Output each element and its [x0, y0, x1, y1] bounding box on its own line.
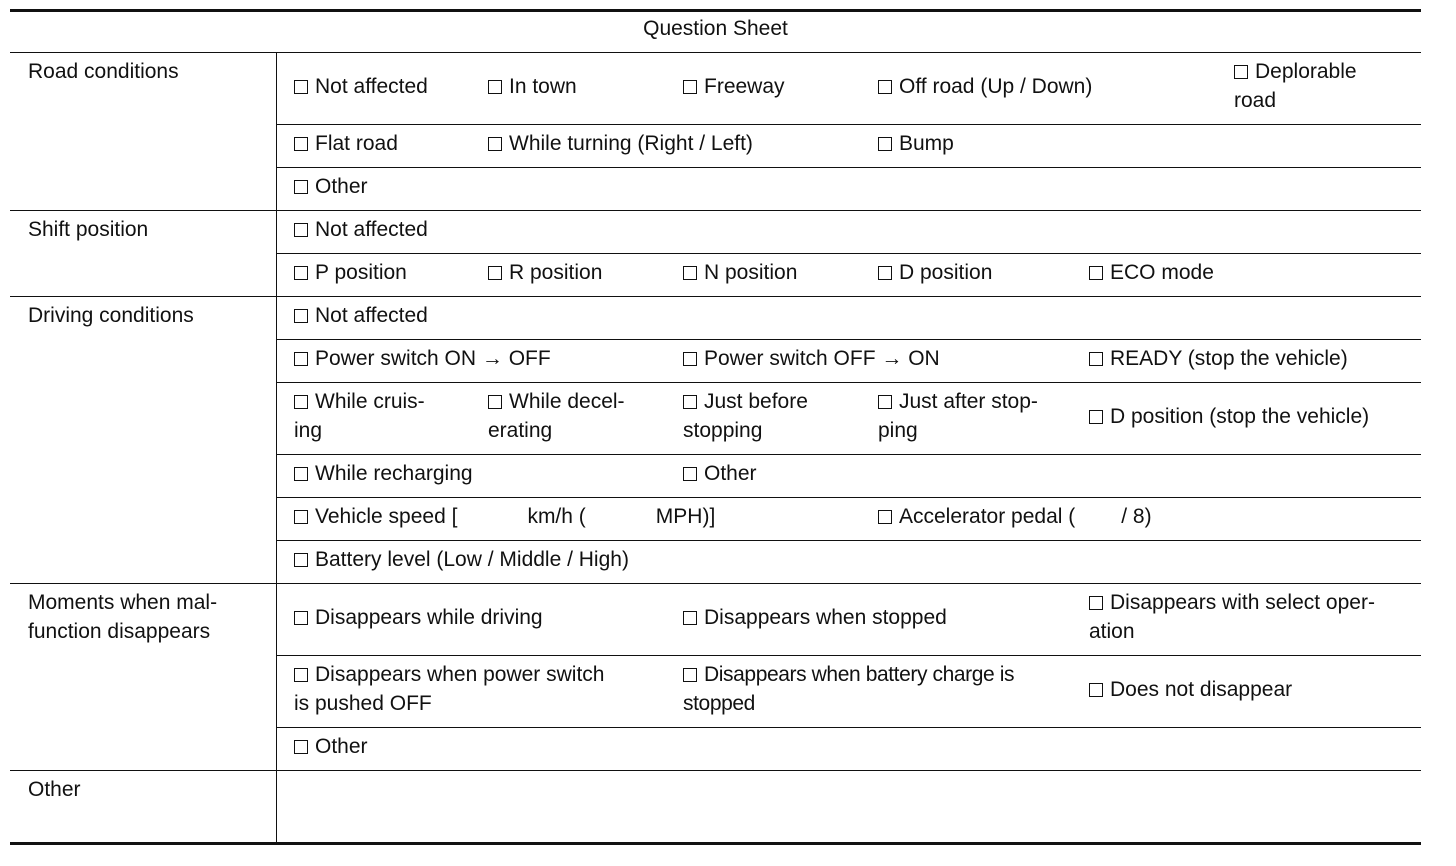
other-notes-area[interactable]	[278, 771, 1421, 842]
checkbox-icon[interactable]	[294, 309, 308, 323]
checkbox-icon[interactable]	[1089, 596, 1103, 610]
checkbox-icon[interactable]	[683, 395, 697, 409]
section-divider	[10, 296, 1421, 297]
option-d-position[interactable]: D position	[878, 258, 992, 287]
checkbox-icon[interactable]	[1089, 266, 1103, 280]
row-divider	[277, 454, 1421, 455]
title-divider	[10, 52, 1421, 53]
option-other[interactable]: Other	[294, 172, 368, 201]
checkbox-icon[interactable]	[294, 740, 308, 754]
row-divider	[277, 540, 1421, 541]
option-battery-level[interactable]: Battery level (Low / Middle / High)	[294, 545, 629, 574]
option-does-not-disappear[interactable]: Does not disappear	[1089, 675, 1292, 704]
checkbox-icon[interactable]	[683, 467, 697, 481]
column-divider	[276, 53, 277, 843]
checkbox-icon[interactable]	[294, 223, 308, 237]
checkbox-icon[interactable]	[294, 510, 308, 524]
checkbox-icon[interactable]	[683, 80, 697, 94]
checkbox-icon[interactable]	[488, 80, 502, 94]
checkbox-icon[interactable]	[294, 137, 308, 151]
option-other[interactable]: Other	[683, 459, 757, 488]
row-divider	[277, 382, 1421, 383]
option-while-cruising[interactable]: While cruis- ing	[294, 390, 425, 442]
section-divider	[10, 583, 1421, 584]
checkbox-icon[interactable]	[878, 80, 892, 94]
option-disappears-when-stopped[interactable]: Disappears when stopped	[683, 603, 947, 632]
category-driving-conditions: Driving conditions	[28, 304, 194, 327]
option-just-after-stopping[interactable]: Just after stop- ping	[878, 390, 1038, 442]
option-disappears-power-switch-off[interactable]: Disappears when power switch is pushed OFF	[294, 663, 605, 715]
category-moments-malfunction-disappears: Moments when mal- function disappears	[28, 591, 218, 643]
checkbox-icon[interactable]	[294, 180, 308, 194]
checkbox-icon[interactable]	[1089, 683, 1103, 697]
category-other: Other	[28, 778, 81, 801]
checkbox-icon[interactable]	[1089, 410, 1103, 424]
option-freeway[interactable]: Freeway	[683, 72, 785, 101]
checkbox-icon[interactable]	[878, 510, 892, 524]
checkbox-icon[interactable]	[1089, 352, 1103, 366]
option-n-position[interactable]: N position	[683, 258, 797, 287]
row-divider	[277, 253, 1421, 254]
option-r-position[interactable]: R position	[488, 258, 602, 287]
checkbox-icon[interactable]	[294, 395, 308, 409]
checkbox-icon[interactable]	[1234, 65, 1248, 79]
category-road-conditions: Road conditions	[28, 60, 179, 83]
option-flat-road[interactable]: Flat road	[294, 129, 398, 158]
checkbox-icon[interactable]	[878, 395, 892, 409]
option-while-recharging[interactable]: While recharging	[294, 459, 473, 488]
checkbox-icon[interactable]	[683, 266, 697, 280]
category-shift-position: Shift position	[28, 218, 149, 241]
checkbox-icon[interactable]	[294, 611, 308, 625]
option-disappears-battery-charge-stopped[interactable]: Disappears when battery charge is stopped	[683, 663, 1015, 715]
checkbox-icon[interactable]	[294, 352, 308, 366]
checkbox-icon[interactable]	[683, 352, 697, 366]
checkbox-icon[interactable]	[683, 668, 697, 682]
option-not-affected[interactable]: Not affected	[294, 301, 428, 330]
option-in-town[interactable]: In town	[488, 72, 577, 101]
checkbox-icon[interactable]	[294, 266, 308, 280]
option-while-turning[interactable]: While turning (Right / Left)	[488, 129, 753, 158]
section-divider	[10, 210, 1421, 211]
checkbox-icon[interactable]	[294, 553, 308, 567]
checkbox-icon[interactable]	[294, 467, 308, 481]
checkbox-icon[interactable]	[878, 137, 892, 151]
option-while-decelerating[interactable]: While decel- erating	[488, 390, 625, 442]
row-divider	[277, 727, 1421, 728]
option-disappears-while-driving[interactable]: Disappears while driving	[294, 603, 543, 632]
checkbox-icon[interactable]	[488, 266, 502, 280]
option-power-switch-on-off[interactable]: Power switch ON → OFF	[294, 344, 551, 373]
row-divider	[277, 339, 1421, 340]
option-just-before-stopping[interactable]: Just before stopping	[683, 390, 808, 442]
option-not-affected[interactable]: Not affected	[294, 72, 428, 101]
checkbox-icon[interactable]	[294, 668, 308, 682]
option-p-position[interactable]: P position	[294, 258, 407, 287]
option-bump[interactable]: Bump	[878, 129, 954, 158]
option-deplorable-road[interactable]: Deplorable road	[1234, 60, 1357, 112]
checkbox-icon[interactable]	[488, 137, 502, 151]
checkbox-icon[interactable]	[683, 611, 697, 625]
option-other[interactable]: Other	[294, 732, 368, 761]
sheet-title: Question Sheet	[643, 17, 788, 40]
row-divider	[277, 124, 1421, 125]
option-not-affected[interactable]: Not affected	[294, 215, 428, 244]
option-off-road[interactable]: Off road (Up / Down)	[878, 72, 1092, 101]
row-divider	[277, 655, 1421, 656]
bottom-border	[10, 842, 1421, 845]
checkbox-icon[interactable]	[294, 80, 308, 94]
option-ready-stop[interactable]: READY (stop the vehicle)	[1089, 344, 1348, 373]
row-divider	[277, 497, 1421, 498]
checkbox-icon[interactable]	[878, 266, 892, 280]
option-power-switch-off-on[interactable]: Power switch OFF → ON	[683, 344, 940, 373]
top-border	[10, 9, 1421, 12]
option-eco-mode[interactable]: ECO mode	[1089, 258, 1214, 287]
option-vehicle-speed[interactable]: Vehicle speed [ km/h ( MPH)]	[294, 502, 715, 531]
row-divider	[277, 167, 1421, 168]
checkbox-icon[interactable]	[488, 395, 502, 409]
option-d-position-stop[interactable]: D position (stop the vehicle)	[1089, 402, 1369, 431]
option-disappears-select-operation[interactable]: Disappears with select oper- ation	[1089, 591, 1375, 643]
option-accelerator-pedal[interactable]: Accelerator pedal ( / 8)	[878, 502, 1152, 531]
